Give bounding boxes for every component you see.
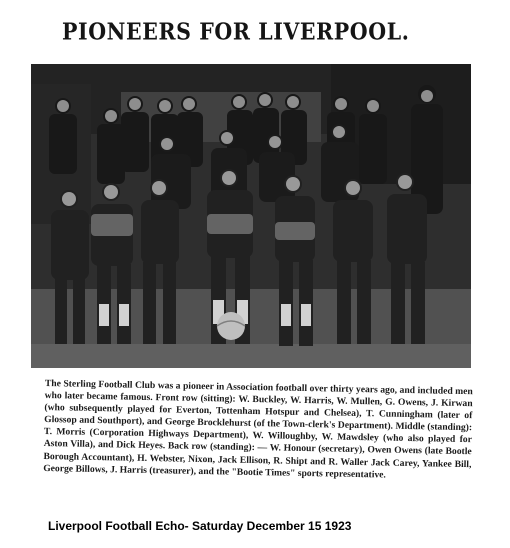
photo-caption: The Sterling Football Club was a pioneer in Association football over thirty years ago, and included men who later became famous. Front row (sitting): W. Buckley, W. Harris, W. Mullen, G. Owens, J. Kirwan (who subsequently played for Everton, Tottenham Hotspur and Chelsea), T. Cunningham (later of Glossop and Southport), and George Brocklehurst (of the Town-clerk's Department). Middle (standing): T. Morris (Corporation Highways Department), W. Willoughby, W. Mawdsley (who also played for Aston Villa), and Dick Heyes. Back row (standing): — W. Honour (secretary), Owen Owens (late Bootle Borough Accountant), H. Webster, Nixon, Jack Ellison, R. Shipt and R. Waller Jack Carey, Yankee Bill, George Billows, J. Harris (treasurer), and the "Bootie Times" sports representative. xyxy=(43,378,473,481)
headline: PIONEERS FOR LIVERPOOL. xyxy=(62,18,410,45)
source-citation: Liverpool Football Echo- Saturday December 15 1923 xyxy=(48,519,352,533)
team-photo-image xyxy=(31,64,471,368)
team-photo xyxy=(31,64,471,368)
